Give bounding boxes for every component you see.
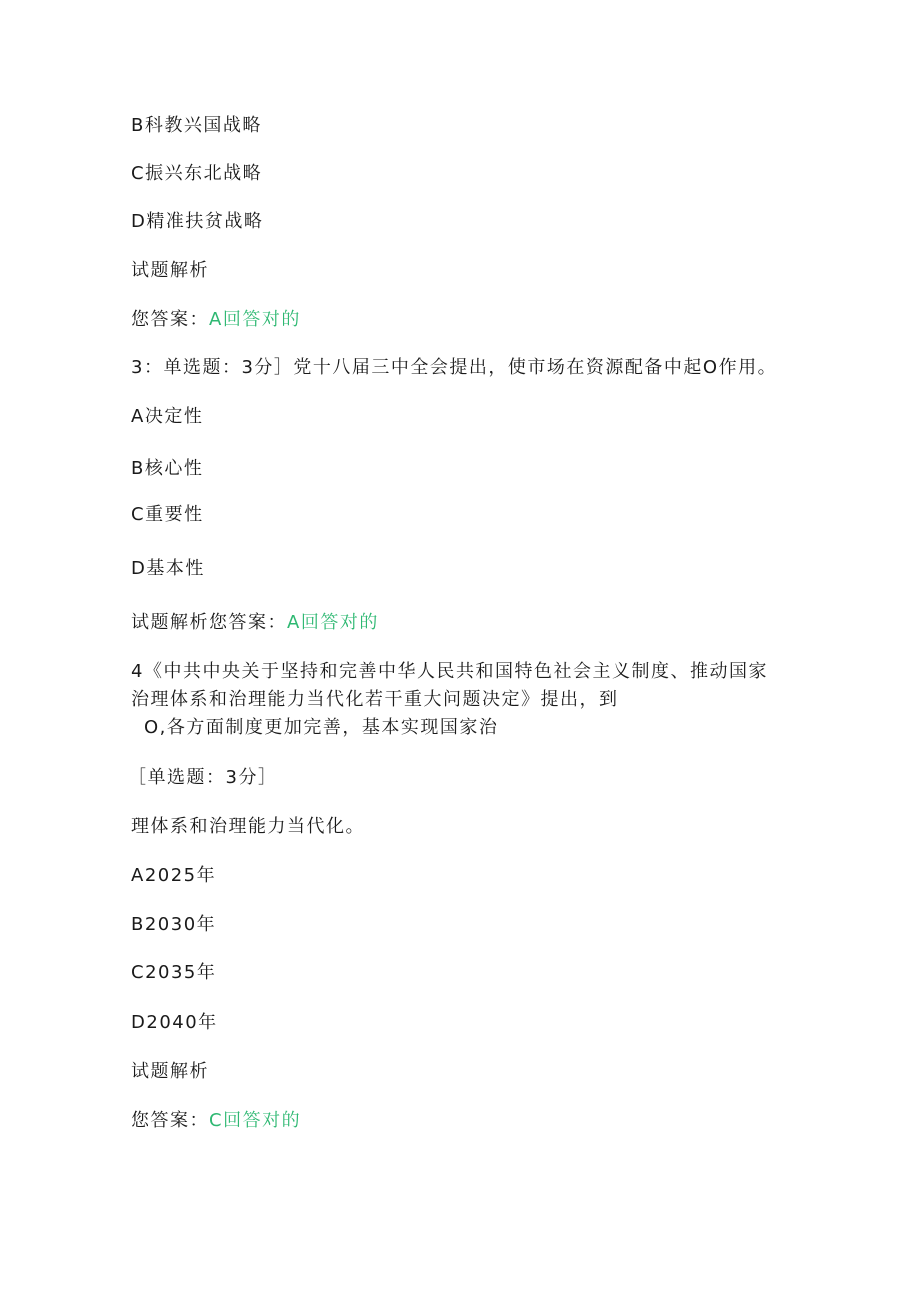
q3-question: 3：单选题：3分］党十八届三中全会提出，使市场在资源配备中起O作用。 (131, 357, 778, 378)
q4-question-line4: 理体系和治理能力当代化。 (131, 816, 365, 837)
q4-option-d: D2040年 (131, 1012, 218, 1033)
q4-answer (131, 1109, 301, 1133)
q4-question-line3: O,各方面制度更加完善，基本实现国家治 (144, 717, 499, 738)
q4-analysis-label: 试题解析 (131, 1061, 209, 1082)
q2-option-b: B科教兴国战略 (131, 115, 262, 136)
q4-answer-label: 您答案： (131, 1110, 209, 1131)
q3-option-c: C重要性 (131, 504, 204, 525)
q3-answer (131, 611, 379, 635)
q3-option-a: A决定性 (131, 406, 204, 427)
q4-question-type: ［单选题：3分］ (128, 767, 278, 788)
q2-answer (131, 308, 301, 332)
q2-analysis-label: 试题解析 (131, 260, 209, 281)
q3-option-b: B核心性 (131, 458, 204, 479)
q2-option-c: C振兴东北战略 (131, 163, 263, 184)
q4-answer-value: C回答对的 (209, 1110, 302, 1131)
q4-question-line2: 治理体系和治理能力当代化若干重大问题决定》提出，到 (131, 689, 619, 710)
q2-answer-label: 您答案： (131, 309, 209, 330)
q4-question-line1: 4《中共中央关于坚持和完善中华人民共和国特色社会主义制度、推动国家 (131, 661, 768, 682)
q3-answer-value: A回答对的 (287, 612, 379, 633)
q4-option-b: B2030年 (131, 914, 217, 935)
q2-answer-value: A回答对的 (209, 309, 301, 330)
q3-answer-label: 试题解析您答案： (131, 612, 287, 633)
q2-option-d: D精准扶贫战略 (131, 211, 264, 232)
q3-option-d: D基本性 (131, 558, 205, 579)
q4-option-c: C2035年 (131, 962, 217, 983)
q4-option-a: A2025年 (131, 865, 217, 886)
